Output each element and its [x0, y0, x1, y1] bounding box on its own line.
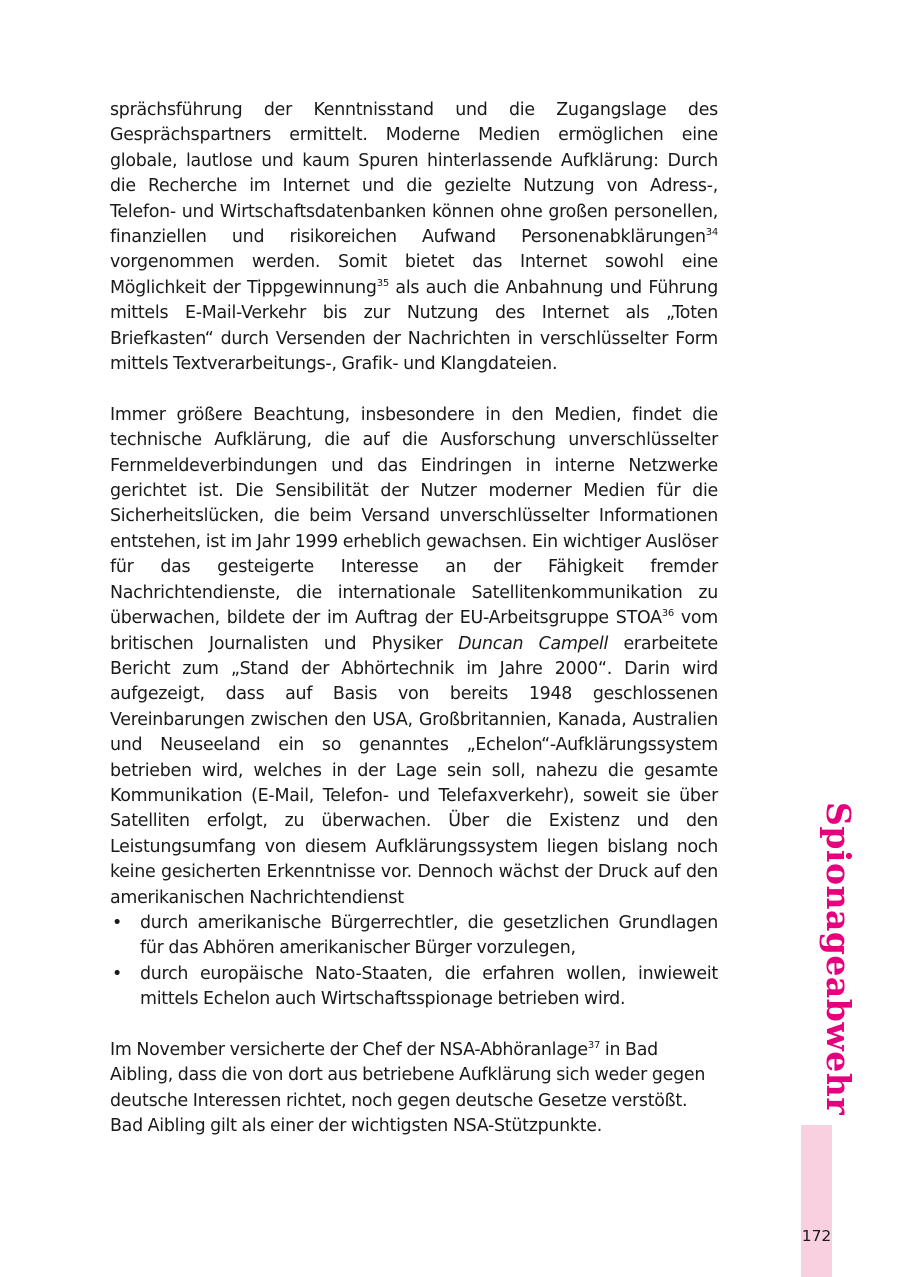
- bullet-list: [110, 911, 718, 1013]
- bullet-icon: •: [112, 912, 123, 933]
- page-number: 172: [801, 1227, 832, 1245]
- paragraph-2: [110, 403, 718, 1013]
- paragraph-3-text: in Bad Aibling, dass die von dort aus betriebene Aufklärung sich weder gegen deutsche Interessen richtet, noch gegen deutsche Gesetze verstößt. Bad Aibling gilt als einer der wichtigsten NSA-Stützpunkte.: [110, 1040, 706, 1137]
- paragraph-3: [110, 1038, 718, 1140]
- list-item: [110, 962, 718, 1013]
- paragraph-2-text: erarbeitete Bericht zum „Stand der Abhörtechnik im Jahre 2000“. Darin wird aufgezeigt, dass auf Basis von bereits 1948 geschlossenen Vereinbarungen zwischen den USA, Großbritannien, Kanada, Australien und Neuseeland ein so genanntes „Echelon“-Aufklärungssystem betrieben wird, welches in der Lage sein soll, nahezu die gesamte Kommunikation (E-Mail, Telefon- und Telefaxverkehr), soweit sie über Satelliten erfolgt, zu überwachen. Über die Existenz und den Leistungsumfang von diesem Aufklärungssystem liegen bislang noch keine gesicherten Erkenntnisse vor. Dennoch wächst der Druck auf den amerikanischen Nachrichtendienst: [110, 633, 718, 908]
- paragraph-2-text: vom britischen Journalisten und Physiker: [110, 608, 718, 654]
- bullet-icon: •: [112, 963, 123, 984]
- list-item: [110, 911, 718, 962]
- footnote-ref-35: 35: [376, 277, 389, 289]
- paragraph-3-text: Im November versicherte der Chef der NSA-Abhöranlage: [110, 1040, 588, 1060]
- paragraph-1-text: vorgenommen werden. Somit bietet das Internet sowohl eine Möglichkeit der Tippgewinnung: [110, 252, 718, 298]
- paragraph-2-text: Immer größere Beachtung, insbesondere in den Medien, findet die technische Aufklärung, die auf die Ausforschung unverschlüsselter Fernmeldeverbindungen und das Eindringen in interne Netzwerke gerichtet ist. Die Sensibilität der Nutzer moderner Medien für die Sicherheitslücken, die beim Versand unverschlüsselter Informationen entstehen, ist im Jahr 1999 erheblich gewachsen. Ein wichtiger Auslöser für das gesteigerte Interesse an der Fähigkeit fremder Nachrichtendienste, die internationale Satellitenkommunikation zu überwachen, bildete der im Auftrag der EU-Arbeitsgruppe STOA: [110, 404, 718, 629]
- page-tab: [801, 1125, 832, 1277]
- body-text: [110, 98, 718, 1140]
- paragraph-1: [110, 98, 718, 377]
- chapter-side-heading: Spionageabwehr: [819, 802, 858, 1116]
- footnote-ref-34: 34: [705, 227, 718, 239]
- paragraph-2-lead: [110, 403, 718, 911]
- paragraph-1-text: als auch die Anbahnung und Führung mittels E-Mail-Verkehr bis zur Nutzung des Internet als „Toten Briefkasten“ durch Versenden der Nachrichten in verschlüsselter Form mittels Textverarbeitungs-, Grafik- und Klangdateien.: [110, 277, 719, 375]
- list-item-text: durch europäische Nato-Staaten, die erfahren wollen, inwieweit mittels Echelon auch Wirtschaftsspionage betrieben wird.: [140, 963, 718, 1010]
- author-name: Duncan Campell: [458, 633, 609, 654]
- list-item-text: durch amerikanische Bürgerrechtler, die gesetzlichen Grundlagen für das Abhören amerikanischer Bürger vorzulegen,: [140, 912, 718, 959]
- footnote-ref-36: 36: [661, 608, 674, 620]
- paragraph-1-text: sprächsführung der Kenntnisstand und die Zugangslage des Gesprächspartners ermittelt. Moderne Medien ermöglichen eine globale, lautlose und kaum Spuren hinterlassende Aufklärung: Durch die Recherche im Internet und die gezielte Nutzung von Adress-, Telefon- und Wirtschaftsdatenbanken können ohne großen personellen, finanziellen und risikoreichen Aufwand Personenabklärungen: [110, 100, 718, 248]
- footnote-ref-37: 37: [587, 1040, 601, 1051]
